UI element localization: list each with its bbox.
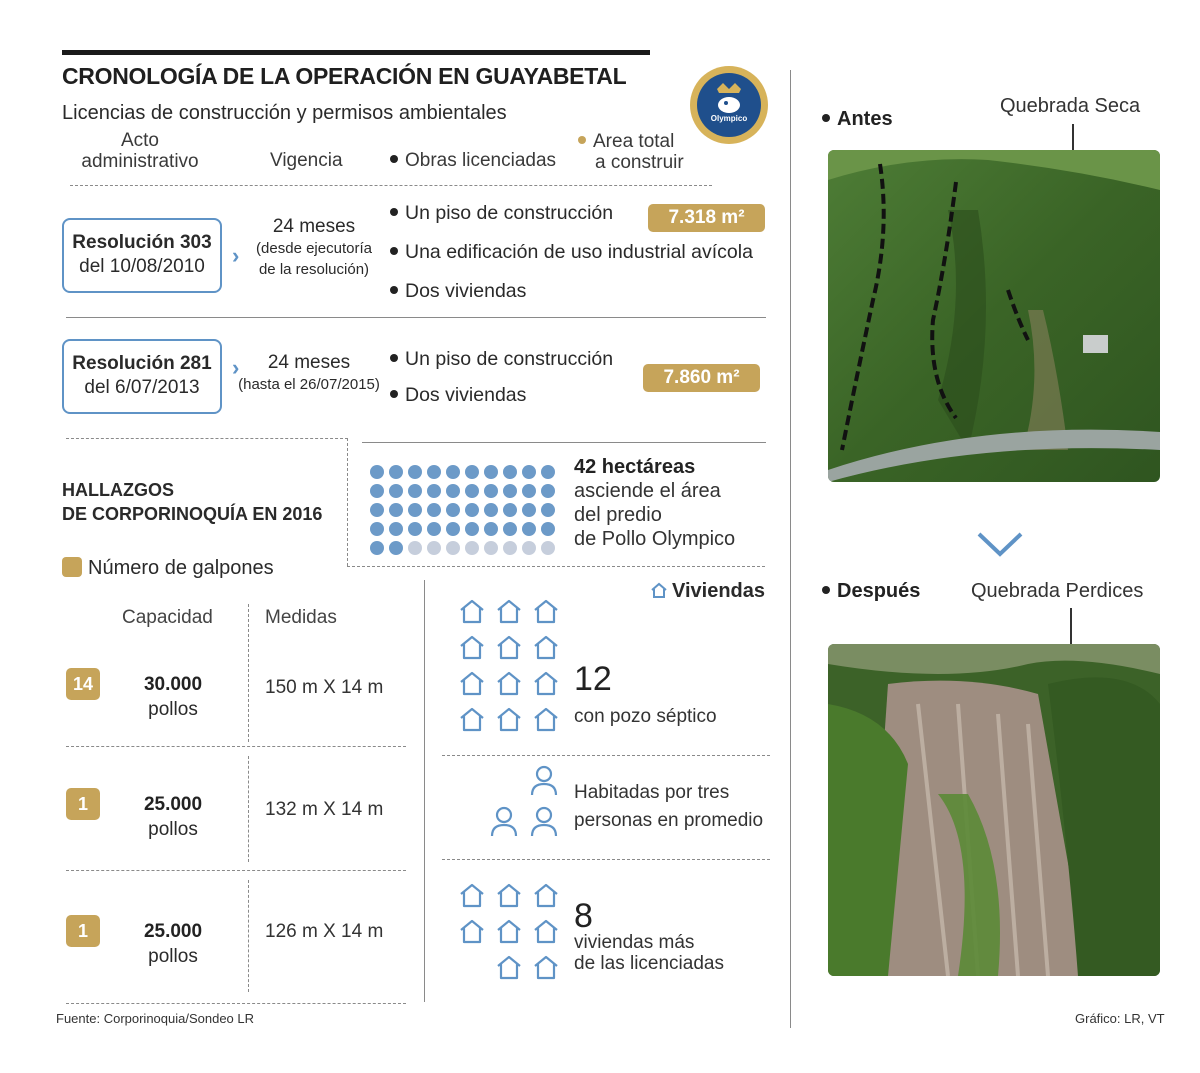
hectare-dot-filled [465, 522, 479, 536]
extra-houses-text: viviendas más de las licenciadas [574, 932, 724, 974]
galpon-row-divider [66, 746, 406, 747]
hectare-dot-filled [465, 484, 479, 498]
quebrada-seca-label: Quebrada Seca [1000, 95, 1141, 117]
hectare-dot-empty [465, 541, 479, 555]
source-footer: Fuente: Corporinoquia/Sondeo LR [56, 1011, 255, 1026]
hectare-dot-filled [503, 503, 517, 517]
person-icon [490, 806, 518, 843]
bullet-icon [822, 586, 830, 594]
vigencia-303: 24 meses (desde ejecutoría de la resolución) [256, 216, 372, 278]
obra-item: Dos viviendas [390, 384, 526, 407]
chevron-right-icon: › [232, 355, 240, 380]
house-icon [650, 582, 668, 598]
photo-antes [828, 150, 1160, 482]
obra-item: Dos viviendas [390, 280, 526, 303]
galpon-capacity: 25.000 pollos [143, 794, 203, 840]
hectare-dot-filled [389, 522, 403, 536]
galpones-count-badge: 1 [66, 788, 100, 820]
hectare-dot-filled [389, 484, 403, 498]
house-icon [458, 634, 486, 660]
hectare-dot-filled [446, 465, 460, 479]
galpon-row-divider [66, 1003, 406, 1004]
page-title: CRONOLOGÍA DE LA OPERACIÓN EN GUAYABETAL [62, 63, 627, 89]
hectareas-text: 42 hectáreas asciende el área del predio de Pollo Olympico [574, 456, 736, 550]
header-divider [70, 185, 712, 186]
hectare-dot-filled [389, 465, 403, 479]
person-icon [530, 806, 558, 843]
title-rule [62, 50, 650, 55]
chicken-icon [709, 83, 749, 113]
house-icon [532, 918, 560, 944]
col-capacidad: Capacidad [122, 607, 213, 628]
house-icon [495, 882, 523, 908]
header-acto: Acto administrativo [81, 130, 199, 172]
galpon-medidas: 126 m X 14 m [265, 921, 384, 942]
chevron-right-icon: › [232, 243, 240, 268]
viviendas-divider [442, 859, 770, 860]
hectare-dot-empty [427, 541, 441, 555]
hectareas-divider [362, 442, 766, 443]
hectare-dot-filled [503, 465, 517, 479]
bullet-icon [390, 390, 398, 398]
person-icon [530, 765, 558, 802]
galpon-medidas: 132 m X 14 m [265, 799, 384, 820]
gold-square-icon [62, 557, 82, 577]
septic-text: con pozo séptico [574, 706, 717, 727]
hectare-dot-filled [427, 503, 441, 517]
hectare-dot-filled [446, 503, 460, 517]
hectare-dot-filled [370, 541, 384, 555]
hectare-dot-filled [408, 465, 422, 479]
bullet-icon [390, 247, 398, 255]
house-icon [495, 706, 523, 732]
bullet-icon [390, 208, 398, 216]
hectare-dot-filled [484, 465, 498, 479]
hectare-dot-filled [484, 484, 498, 498]
hectare-dot-empty [541, 541, 555, 555]
bullet-icon [390, 286, 398, 294]
galpon-capacity: 25.000 pollos [143, 921, 203, 967]
hallazgos-bottom-divider [347, 566, 765, 567]
viviendas-divider [442, 755, 770, 756]
hallazgos-divider [66, 438, 348, 439]
pollo-olympico-logo [690, 66, 768, 144]
hallazgos-vertical-divider [347, 438, 348, 566]
house-icon [495, 598, 523, 624]
viviendas-legend: Viviendas [650, 580, 765, 603]
area-badge-281: 7.860 m² [643, 364, 760, 392]
photo-despues [828, 644, 1160, 976]
house-icon [532, 634, 560, 660]
septic-count: 12 [574, 660, 612, 698]
hectare-dot-filled [370, 522, 384, 536]
hectare-dot-filled [370, 503, 384, 517]
bullet-icon [390, 354, 398, 362]
page-subtitle: Licencias de construcción y permisos ambientales [62, 102, 507, 124]
quebrada-perdices-label: Quebrada Perdices [971, 580, 1144, 602]
hectare-dot-filled [522, 522, 536, 536]
hectare-dot-filled [522, 465, 536, 479]
bullet-icon [390, 155, 398, 163]
vigencia-281: 24 meses (hasta el 26/07/2015) [238, 352, 380, 393]
house-icon [532, 954, 560, 980]
house-icon [458, 706, 486, 732]
galpon-medidas: 150 m X 14 m [265, 677, 384, 698]
house-icon [532, 706, 560, 732]
hectare-dot-filled [541, 484, 555, 498]
house-icon [458, 882, 486, 908]
hectare-dot-filled [446, 484, 460, 498]
hectare-dot-empty [522, 541, 536, 555]
col-medidas: Medidas [265, 607, 337, 628]
house-icon [458, 670, 486, 696]
bullet-icon [822, 114, 830, 122]
hectare-dot-filled [541, 503, 555, 517]
logo-emblem [697, 73, 761, 137]
resolution-303-box: Resolución 303 del 10/08/2010 [62, 218, 222, 293]
landslide-photo [828, 644, 1160, 976]
hectare-dot-filled [503, 484, 517, 498]
header-area: Area total a construir [578, 131, 684, 173]
header-obras: Obras licenciadas [390, 150, 556, 171]
hectare-dot-filled [389, 541, 403, 555]
credit-footer: Gráfico: LR, VT [1075, 1011, 1165, 1026]
hectare-dot-filled [484, 522, 498, 536]
header-vigencia: Vigencia [270, 150, 343, 171]
hallazgos-heading: HALLAZGOS DE CORPORINOQUÍA EN 2016 [62, 480, 323, 524]
hectare-dot-filled [465, 503, 479, 517]
hectare-dot-filled [484, 503, 498, 517]
house-icon [532, 882, 560, 908]
hectare-dot-filled [408, 522, 422, 536]
hectare-dot-filled [427, 465, 441, 479]
gold-bullet-icon [578, 136, 586, 144]
hectare-dot-filled [370, 465, 384, 479]
hectare-dot-filled [503, 522, 517, 536]
antes-label: Antes [822, 108, 893, 131]
house-icon [495, 634, 523, 660]
house-icon [532, 598, 560, 624]
galpones-col-divider [248, 604, 249, 742]
hectare-dot-filled [427, 484, 441, 498]
house-icon [495, 670, 523, 696]
photo-column-divider [790, 70, 791, 1028]
hectare-dot-filled [446, 522, 460, 536]
galpones-viviendas-divider [424, 580, 425, 1002]
chevron-down-icon [975, 530, 1025, 563]
galpones-legend: Número de galpones [62, 557, 274, 580]
hectare-dot-filled [389, 503, 403, 517]
hectare-dot-filled [522, 484, 536, 498]
extra-houses-count: 8 [574, 897, 593, 935]
hectare-dot-filled [408, 503, 422, 517]
obra-item: Un piso de construcción [390, 348, 613, 371]
despues-label: Después [822, 580, 920, 603]
resolution-281-box: Resolución 281 del 6/07/2013 [62, 339, 222, 414]
galpones-col-divider [248, 756, 249, 862]
galpon-capacity: 30.000 pollos [143, 674, 203, 720]
row-divider [66, 317, 766, 318]
hectare-dot-empty [484, 541, 498, 555]
house-icon [495, 954, 523, 980]
hectareas-dot-grid [370, 465, 560, 555]
hectare-dot-empty [503, 541, 517, 555]
galpones-count-badge: 14 [66, 668, 100, 700]
house-icon [532, 670, 560, 696]
galpones-count-badge: 1 [66, 915, 100, 947]
forest-photo [828, 150, 1160, 482]
hectare-dot-filled [465, 465, 479, 479]
hectare-dot-filled [408, 484, 422, 498]
habitadas-text: Habitadas por tres personas en promedio [574, 782, 764, 831]
hectare-dot-empty [408, 541, 422, 555]
galpon-row-divider [66, 870, 406, 871]
hectare-dot-filled [370, 484, 384, 498]
hectare-dot-filled [541, 522, 555, 536]
obra-item: Una edificación de uso industrial avícola [390, 241, 753, 264]
hectare-dot-empty [446, 541, 460, 555]
hectare-dot-filled [427, 522, 441, 536]
hectare-dot-filled [541, 465, 555, 479]
house-icon [495, 918, 523, 944]
galpones-col-divider [248, 880, 249, 992]
logo-text: Olympico [710, 113, 748, 123]
house-icon [458, 918, 486, 944]
hectare-dot-filled [522, 503, 536, 517]
house-icon [458, 598, 486, 624]
area-badge-303: 7.318 m² [648, 204, 765, 232]
obra-item: Un piso de construcción [390, 202, 613, 225]
